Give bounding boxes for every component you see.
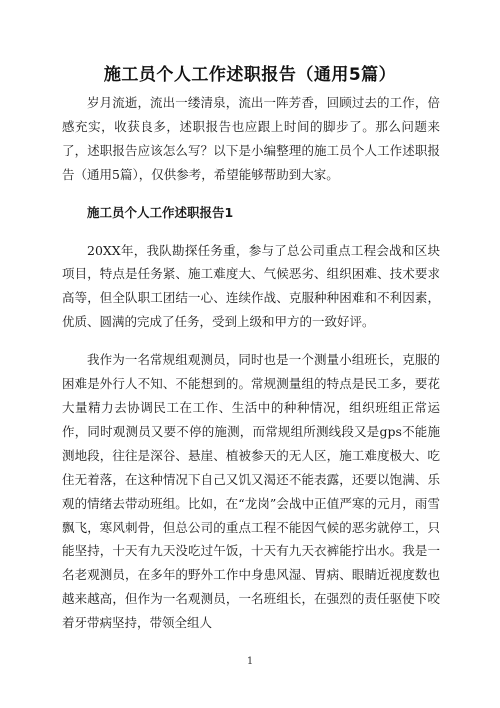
intro-paragraph: 岁月流逝，流出一缕清泉，流出一阵芳香，回顾过去的工作，倍感充实，收获良多，述职报告也应跟上时间的脚步了。那么问题来了，述职报告应该怎么写？以下是小编整理的施工员个人工作述职报告（通用5篇），仅供参考，希望能够帮助到大家。 — [62, 95, 440, 182]
body-paragraph-1: 20XX年，我队勘探任务重，参与了总公司重点工程会战和区块项目，特点是任务紧、施工难度大、气候恶劣、组织困难、技术要求高等，但全队职工团结一心、连续作战、克服种种困难和不利因素，优质、圆满的完成了任务，受到上级和甲方的一致好评。 — [62, 242, 440, 330]
body-paragraph-2: 我作为一名常规组观测员，同时也是一个测量小组班长，克服的困难是外行人不知、不能想到的。常规测量组的特点是民工多，要花大量精力去协调民工在工作、生活中的种种情况，组织班组正常运作，同时观测员又要不停的施测，而常规组所测线段又是gps不能施测地段，往往是深谷、悬崖、植被参天的无人区，施工难度极大、吃住无着落，在这种情况下自己又饥又渴还不能表露，还要以饱满、乐观的情绪去带动班组。比如，在“龙岗”会战中正值严寒的元月，雨雪飘飞，寒风刺骨，但总公司的重点工程不能因气候的恶劣就停工，只能坚持，十天有九天没吃过午饭，十天有九天衣裤能拧出水。我是一名老观测员，在多年的野外工作中身患风湿、胃病、眼睛近视度数也越来越高，但作为一名观测员，一名班组长，在强烈的责任驱使下咬着牙带病坚持，带领全组人 — [62, 352, 440, 631]
page-number: 1 — [246, 656, 254, 667]
document-title: 施工员个人工作述职报告（通用5篇） — [103, 65, 397, 85]
document-body — [62, 91, 440, 635]
section-heading: 施工员个人工作述职报告1 — [87, 204, 234, 220]
